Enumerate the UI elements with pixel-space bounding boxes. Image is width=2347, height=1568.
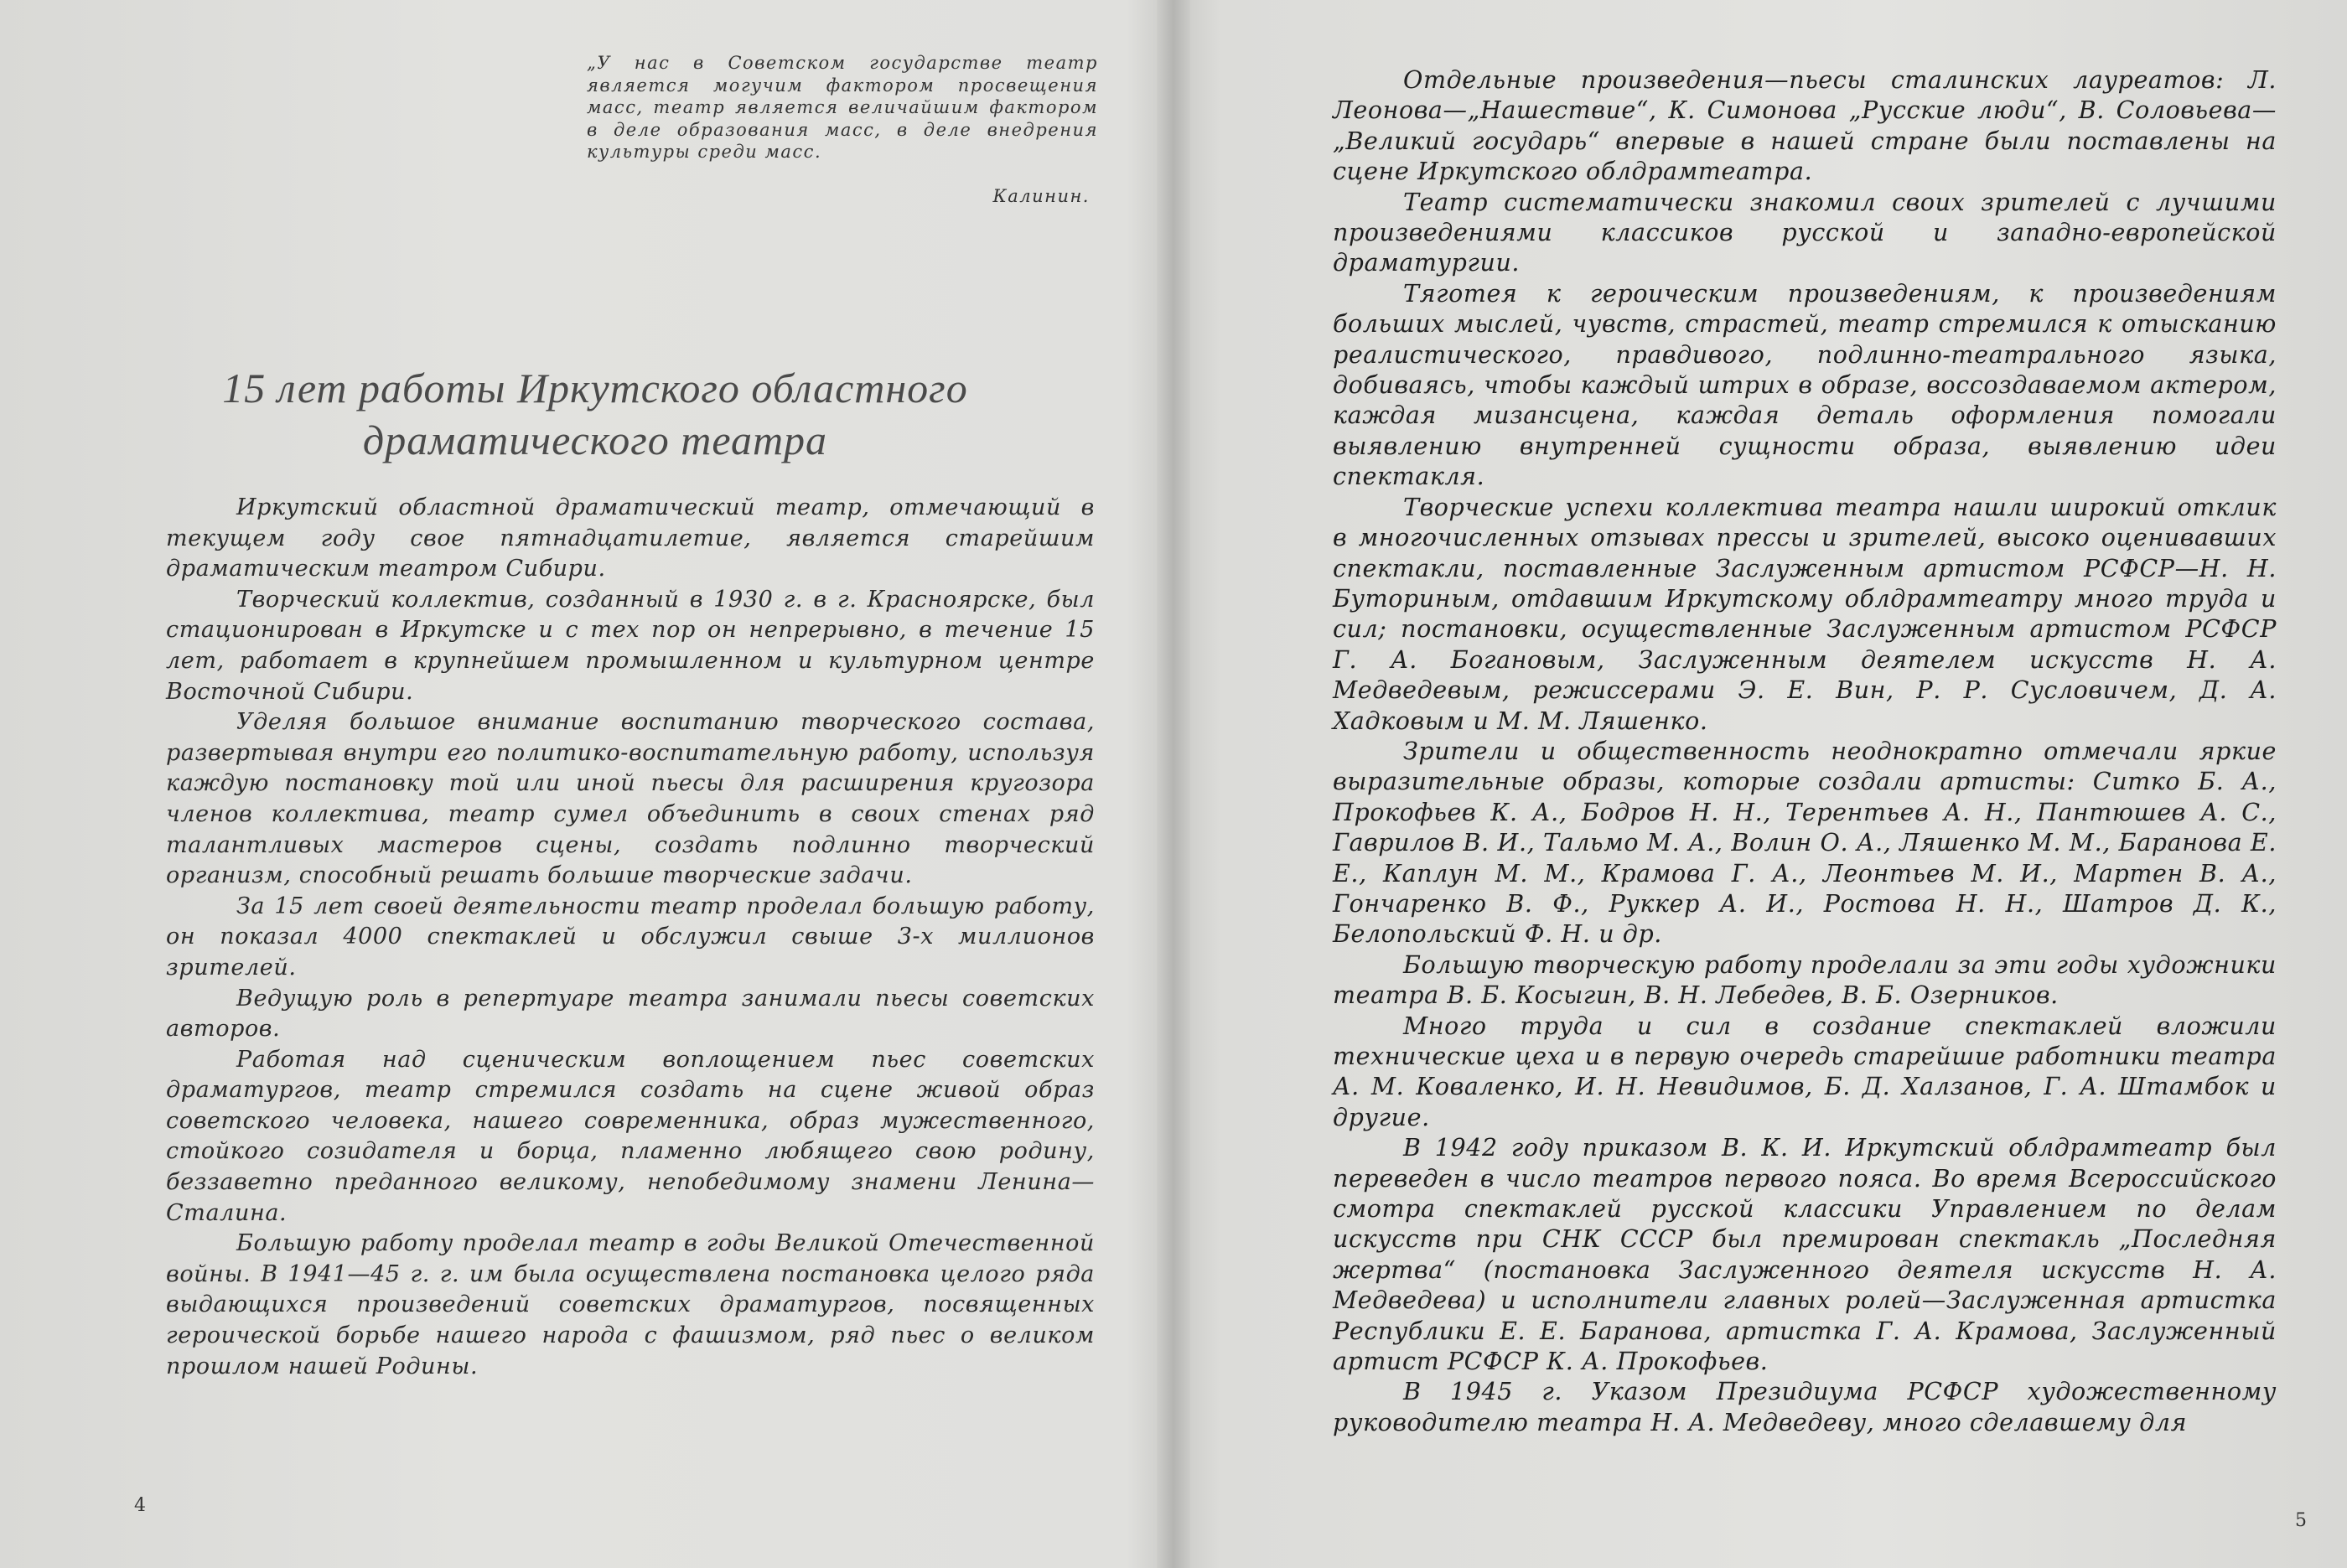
- paragraph: Ведущую роль в репертуаре театра занимали пьесы советских авторов.: [166, 985, 1095, 1043]
- paragraph: В 1942 году приказом В. К. И. Иркутский облдрамтеатр был переведен в число театров первого пояса. Во время Всероссийского смотра спектаклей русской классики Управлением по делам искусств при СНК СССР был премирован спектакль „Последняя жертва“ (постановка Заслуженного деятеля искусств Н. А. Медведева) и исполнители главных ролей—Заслуженная артистка Республики Е. Е. Баранова, артистка Г. А. Крамова, Заслуженный артист РСФСР К. А. Прокофьев.: [1333, 1134, 2277, 1376]
- page-number: 5: [2295, 1510, 2307, 1531]
- paragraph: Иркутский областной драматический театр, отмечающий в текущем году свое пятнадцатилетие, является старейшим драматическим театром Сибири.: [166, 494, 1095, 582]
- right-page: [1190, 0, 2347, 1568]
- paragraph: Творческие успехи коллектива театра нашли широкий отклик в многочисленных отзывах прессы и зрителей, высоко оценивавших спектакли, поставленные Заслуженным артистом РСФСР—Н. Н. Буториным, отдавшим Иркутскому облдрамтеатру много труда и сил; постановки, осуществленные Заслуженным артистом РСФСР Г. А. Богановым, Заслуженным деятелем искусств Н. А. Медведевым, режиссерами Э. Е. Вин, Р. Р. Сусловичем, Д. А. Хадковым и М. М. Ляшенко.: [1333, 493, 2277, 735]
- paragraph: Театр систематически знакомил своих зрителей с лучшими произведениями классиков русской и западно-европейской драматургии.: [1333, 188, 2277, 277]
- paragraph: Работая над сценическим воплощением пьес советских драматургов, театр стремился создать на сцене живой образ советского человека, нашего современника, образ мужественного, стойкого созидателя и борца, пламенно любящего свою родину, беззаветно преданного великому, непобедимому знамени Ленина—Сталина.: [166, 1046, 1095, 1226]
- right-body-text: [1333, 65, 2277, 1438]
- paragraph: Уделяя большое внимание воспитанию творческого состава, развертывая внутри его политико-воспитательную работу, используя каждую постановку той или иной пьесы для расширения кругозора членов коллектива, театр сумел объединить в своих стенах ряд талантливых мастеров сцены, создать подлинно творческий организм, способный решать большие творческие задачи.: [166, 709, 1095, 889]
- paragraph: Творческий коллектив, созданный в 1930 г. в г. Красноярске, был стационирован в Иркутске и с тех пор он непрерывно, в течение 15 лет, работает в крупнейшем промышленном и культурном центре Восточной Сибири.: [166, 586, 1095, 705]
- paragraph: Много труда и сил в создание спектаклей вложили технические цеха и в первую очередь старейшие работники театра А. М. Коваленко, И. Н. Невидимов, Б. Д. Халзанов, Г. А. Штамбок и другие.: [1333, 1012, 2277, 1131]
- epigraph-author: Калинин.: [992, 186, 1090, 206]
- paragraph: Большую работу проделал театр в годы Великой Отечественной войны. В 1941—45 г. г. им была осуществлена постановка целого ряда выдающихся произведений советских драматургов, посвященных героической борьбе нашего народа с фашизмом, ряд пьес о великом прошлом нашей Родины.: [166, 1230, 1095, 1379]
- paragraph: В 1945 г. Указом Президиума РСФСР художественному руководителю театра Н. А. Медведеву, много сделавшему для: [1333, 1378, 2277, 1436]
- paragraph: Зрители и общественность неоднократно отмечали яркие выразительные образы, которые создали артисты: Ситко Б. А., Прокофьев К. А., Бодров Н. Н., Терентьев А. Н., Пантюшев А. С., Гаврилов В. И., Тальмо М. А., Волин О. А., Ляшенко М. М., Баранова Е. Е., Каплун М. М., Крамова Г. А., Леонтьев М. И., Мартен В. А., Гончаренко В. Ф., Руккер А. И., Ростова Н. Н., Шатров Д. К., Белопольский Ф. Н. и др.: [1333, 737, 2277, 949]
- page-title: 15 лет работы Иркутского областного драматического театра: [222, 365, 968, 463]
- epigraph: „У нас в Советском государстве театр является могучим фактором просвещения масс, театр является величайшим фактором в деле образования масс, в деле внедрения культуры среди масс.: [587, 53, 1098, 162]
- paragraph: Отдельные произведения—пьесы сталинских лауреатов: Л. Леонова—„Нашествие“, К. Симонова „Русские люди“, В. Соловьева—„Великий государь“ впервые в нашей стране были поставлены на сцене Иркутского облдрамтеатра.: [1333, 66, 2277, 186]
- left-body-text: [166, 493, 1095, 1382]
- paragraph: Большую творческую работу проделали за эти годы художники театра В. Б. Косыгин, В. Н. Лебедев, В. Б. Озерников.: [1333, 950, 2277, 1010]
- paragraph: Тяготея к героическим произведениям, к произведениям больших мыслей, чувств, страстей, театр стремился к отысканию реалистического, правдивого, подлинно-театрального языка, добиваясь, чтобы каждый штрих в образе, воссоздаваемом актером, каждая мизансцена, каждая деталь оформления помогали выявлению внутренней сущности образа, выявлению идеи спектакля.: [1333, 279, 2277, 491]
- paragraph: За 15 лет своей деятельности театр проделал большую работу, он показал 4000 спектаклей и обслужил свыше 3-х миллионов зрителей.: [166, 893, 1095, 981]
- book-gutter: [1157, 0, 1190, 1568]
- page-number: 4: [134, 1495, 146, 1516]
- left-page: [0, 0, 1157, 1568]
